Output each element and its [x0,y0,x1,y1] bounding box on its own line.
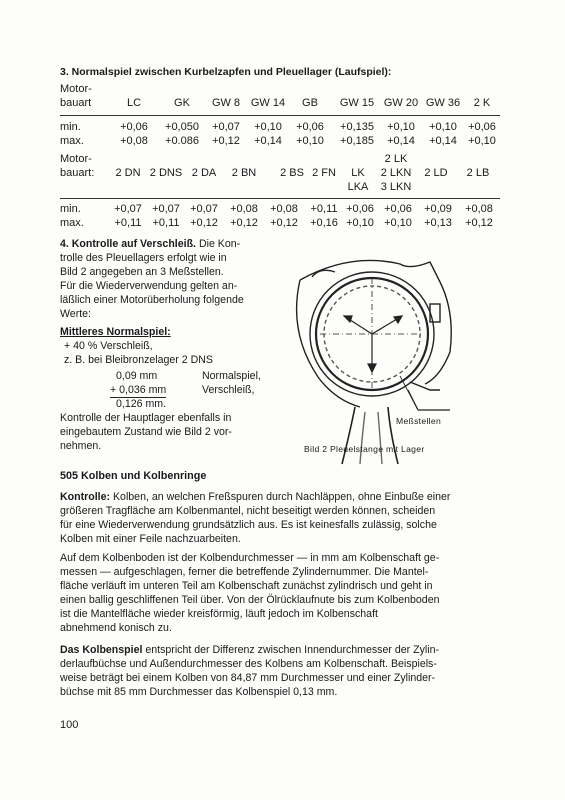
paragraph-line: messen — aufgeschlagen, ferner die betreffende Zylindernummer. Die Mantel- [60,566,429,578]
table-2-cell-min: +0,08 [465,203,493,215]
table-2-cell-max: +0,12 [270,217,298,229]
table-2-cell-max: +0,11 [114,217,142,229]
section-4-line: Für die Wiederverwendung gelten an- [60,280,238,292]
table-1-label-line1: Motor- [60,83,92,95]
table-2-header: LK [351,167,365,179]
table-1-header: GW 36 [425,97,461,109]
table-1-cell-min: +0,06 [468,121,496,133]
table-2-header: 2 BN [231,167,257,179]
figure-caption: Bild 2 Pleuelstange mit Lager [304,444,425,454]
table-1-cell-max: +0.086 [165,135,199,147]
paragraph-line: ist die Mantelfläche wieder kreisförmig, läuft jedoch im Kolbenschaft [60,608,378,620]
section-505-title: 505 Kolben und Kolbenringe [60,470,207,482]
table-1-cell-min: +0,07 [212,121,240,133]
table-1-header: GW 8 [211,97,241,109]
table-2-cell-min: +0,08 [230,203,258,215]
table-1-header: GB [302,97,318,109]
verschleiss-line: + 40 % Verschleiß, [64,340,153,352]
table-1-header: GK [174,97,190,109]
table-1-cell-max: +0,14 [387,135,415,147]
calc-value: 0,126 mm. [116,398,167,410]
table-1-cell-min: +0,06 [296,121,324,133]
section-4-title: 4. Kontrolle auf Verschleiß. [60,238,196,250]
paragraph-line: weise beträgt bei einem Kolben von 84,87 mm Durchmesser und einer Zylinder- [60,672,436,684]
table-2-header-lka: LKA [347,181,369,193]
table-1-header: LC [126,97,142,109]
table-1-cell-min: +0,06 [120,121,148,133]
table-2-cell-max: +0,16 [310,217,338,229]
table-1 [60,82,500,152]
kolbenspiel-label: Das Kolbenspiel [60,644,143,656]
paragraph-line: Kolben mit einer Feile nachzuarbeiten. [60,533,241,545]
section-4-line: trolle des Pleuellagers erfolgt wie in [60,252,227,264]
table-2-cell-min: +0,08 [270,203,298,215]
section-3-title: 3. Normalspiel zwischen Kurbelzapfen und Pleuellager (Laufspiel): [60,66,392,78]
paragraph-line: entspricht der Differenz zwischen Innendurchmesser der Zylin- [145,644,439,656]
table-2-rule [60,198,500,199]
table-1-rule [60,115,500,116]
table-1-cell-max: +0,10 [296,135,324,147]
paragraph-line: büchse mit 85 mm Durchmesser das Kolbenspiel 0,13 mm. [60,686,338,698]
table-1-header: GW 14 [250,97,286,109]
table-2-cell-max: +0,12 [230,217,258,229]
calc-value: 0,09 mm [116,370,158,382]
table-2-header-stack: 2 LK [384,153,408,165]
table-1-header: GW 15 [339,97,375,109]
calc-block [110,369,276,411]
table-1-max-label: max. [60,135,84,147]
table-2-header: 2 DNS [149,167,183,179]
table-2-cell-max: +0,10 [346,217,374,229]
paragraph-line: einen ballig geschliffenen Teil über. Von der Ölrücklaufnute bis zum Kolbenboden [60,594,440,606]
table-1-cell-max: +0,08 [120,135,148,147]
table-2-label-line2: bauart: [60,167,95,179]
table-2-label-line1: Motor- [60,153,92,165]
table-2-cell-max: +0,12 [190,217,218,229]
table-2-cell-min: +0,11 [310,203,338,215]
section-505-p1 [60,490,498,546]
table-2-header: 2 LB [466,167,490,179]
section-505-p2 [60,551,498,635]
table-1-cell-min: +0,10 [387,121,415,133]
section-4-line: Die Kon- [198,238,241,250]
table-2-cell-min: +0,07 [152,203,180,215]
table-1-header: GW 20 [383,97,419,109]
connecting-rod-illustration [290,242,490,467]
table-2-header: 2 LD [424,167,448,179]
table-1-cell-max: +0,185 [340,135,374,147]
table-2-header-stack: 3 LKN [380,181,412,193]
table-1-min-label: min. [60,121,81,133]
table-2 [60,150,500,230]
paragraph-line: fläche verläuft im unteren Teil am Kolbenschaft zunächst zylindrisch und geht in [60,580,433,592]
section-4-line: Werte: [60,308,92,320]
kontrolle-label: Kontrolle: [60,491,111,503]
table-1-cell-max: +0,14 [254,135,282,147]
table-2-header: 2 BS [280,167,304,179]
hauptlager-line: nehmen. [60,440,102,452]
figure-bild-2 [290,242,490,467]
mittleres-normalspiel-title: Mittleres Normalspiel: [60,326,171,338]
table-2-min-label: min. [60,203,81,215]
table-2-cell-min: +0,07 [114,203,142,215]
table-2-cell-max: +0,10 [384,217,412,229]
section-505-p3 [60,643,498,699]
table-2-header: 2 DN [115,167,141,179]
table-1-cell-min: +0,10 [254,121,282,133]
page-number: 100 [60,719,79,731]
table-1-cell-max: +0,12 [212,135,240,147]
paragraph-line: größeren Tragfläche am Kolbenmantel, nicht beseitigt werden können, scheiden [60,505,436,517]
table-2-max-label: max. [60,217,84,229]
table-1-cell-min: +0,10 [429,121,457,133]
paragraph-line: abnehmend konisch zu. [60,622,172,634]
section-4-line: läßlich einer Motorüberholung folgende [60,294,244,306]
hauptlager-line: Kontrolle der Hauptlager ebenfalls in [60,412,232,424]
hauptlager-block [60,411,274,453]
table-2-header: 2 DA [191,167,217,179]
table-2-header: 2 FN [312,167,336,179]
calc-label: Normalspiel, [202,370,261,382]
paragraph-line: derlaufbüchse und Außendurchmesser des Kolbens am Kolbenschaft. Beispiels- [60,658,437,670]
paragraph-line: Auf dem Kolbenboden ist der Kolbendurchmesser — in mm am Kolbenschaft ge- [60,552,440,564]
section-4-line: Bild 2 angegeben an 3 Meßstellen. [60,266,224,278]
table-1-header: 2 K [473,97,491,109]
table-2-cell-min: +0,07 [190,203,218,215]
calc-label: Verschleiß, [202,384,255,396]
table-1-label-line2: bauart [60,97,92,109]
measurement-points-label: Meßstellen [396,416,442,426]
table-2-cell-max: +0,11 [152,217,180,229]
table-2-header-stack: 2 LKN [380,167,412,179]
paragraph-line: für eine Wiederverwendung grundsätzlich aus. Es ist keinesfalls zulässig, solche [60,519,437,531]
table-1-cell-min: +0,050 [165,121,199,133]
table-1-cell-max: +0,10 [468,135,496,147]
table-2-cell-min: +0,09 [424,203,452,215]
table-2-cell-min: +0,06 [346,203,374,215]
paragraph-line: Kolben, an welchen Freßspuren durch Nachläppen, ohne Einbuße einer [112,491,451,503]
table-1-cell-min: +0,135 [340,121,374,133]
table-2-cell-max: +0,12 [465,217,493,229]
section-4-block [60,237,274,367]
table-2-cell-min: +0,06 [384,203,412,215]
beispiel-line: z. B. bei Bleibronzelager 2 DNS [64,354,213,366]
calc-value: + 0,036 mm [110,384,167,396]
hauptlager-line: eingebautem Zustand wie Bild 2 vor- [60,426,232,438]
table-2-cell-max: +0,13 [424,217,452,229]
table-1-cell-max: +0,14 [429,135,457,147]
